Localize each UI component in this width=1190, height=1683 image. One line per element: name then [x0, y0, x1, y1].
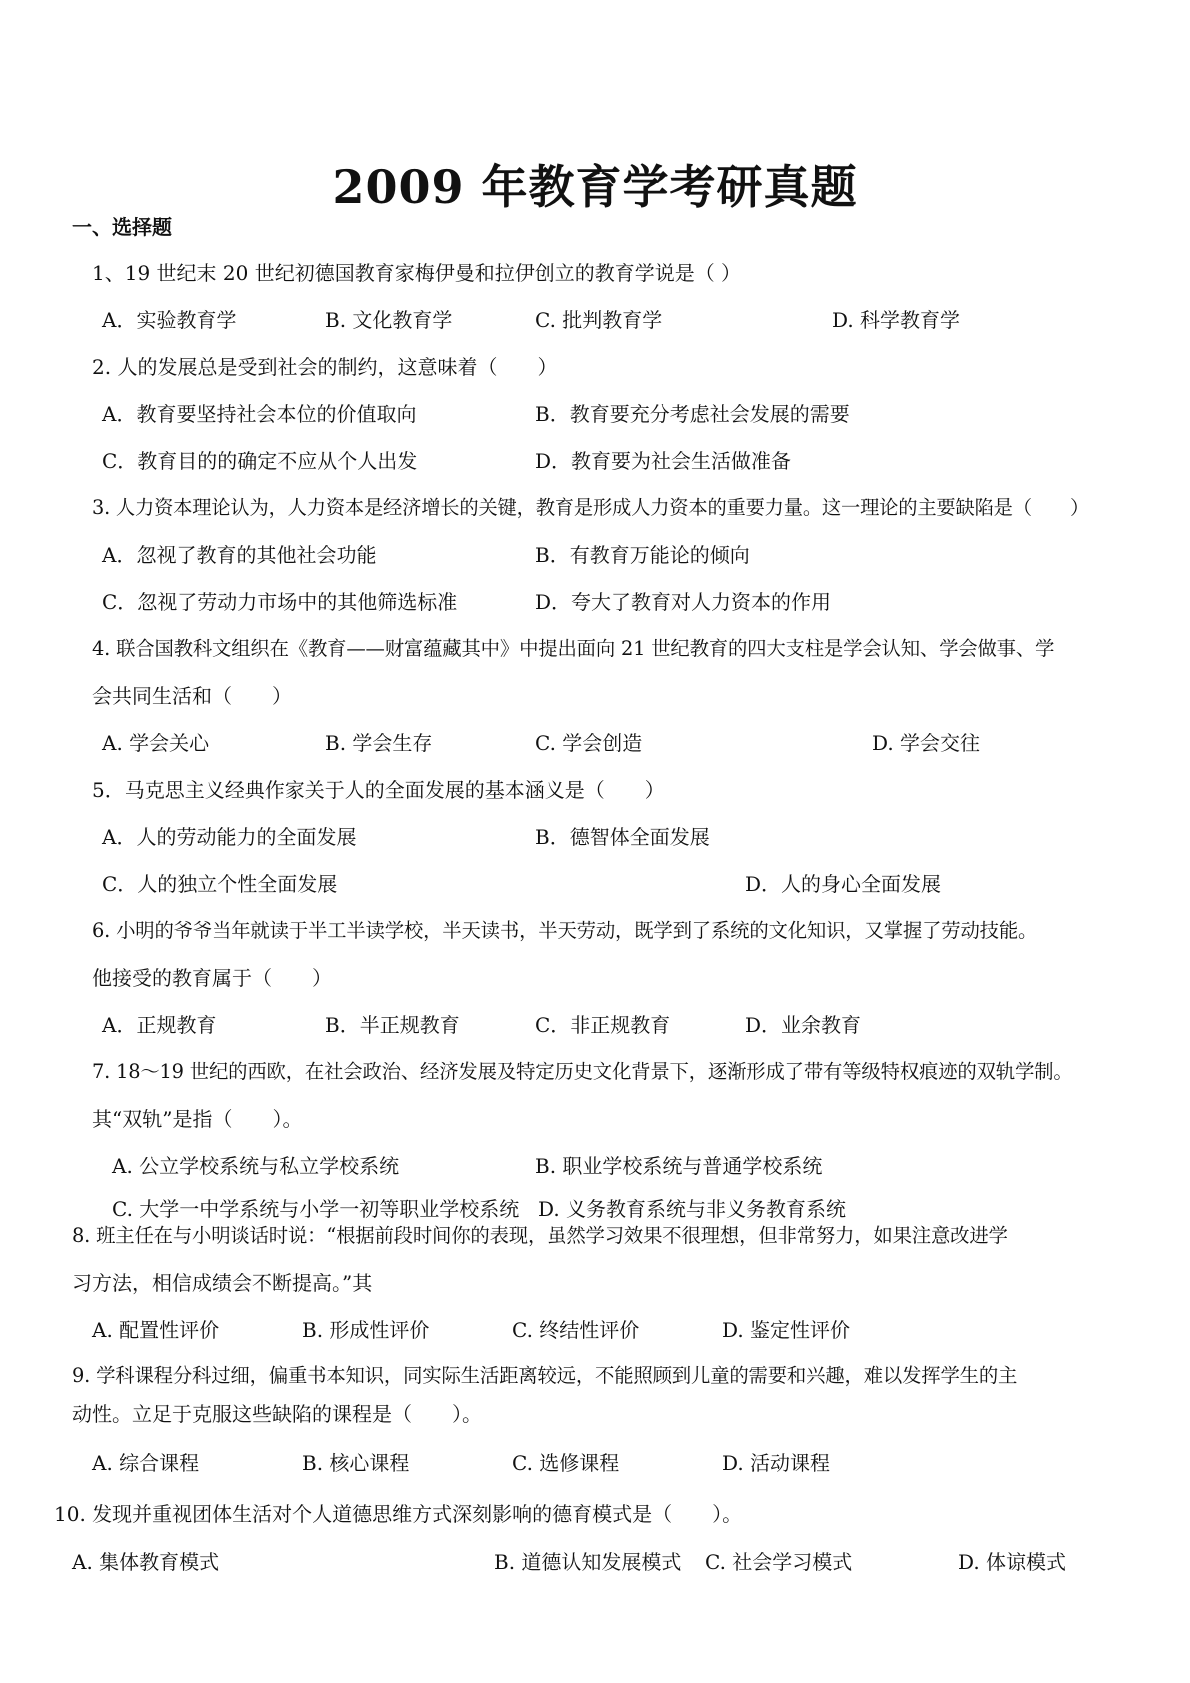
question-9-option-d: D. 活动课程 — [722, 1451, 831, 1475]
question-6-option-d: D．业余教育 — [745, 1013, 862, 1037]
question-10-option-d: D. 体谅模式 — [958, 1550, 1067, 1574]
question-7-option-b: B. 职业学校系统与普通学校系统 — [535, 1154, 823, 1178]
question-4-text-line-1: 4. 联合国教科文组织在《教育——财富蕴藏其中》中提出面向 21 世纪教育的四大支柱是学会认知、学会做事、学 — [92, 637, 1055, 660]
question-2-text: 2. 人的发展总是受到社会的制约，这意味着（ ） — [92, 355, 558, 379]
question-3-option-b: B．有教育万能论的倾向 — [535, 543, 750, 567]
section-heading: 一、选择题 — [72, 215, 172, 239]
question-7-text-line-2: 其“双轨”是指（ ）。 — [92, 1107, 303, 1131]
question-4-option-d: D. 学会交往 — [872, 731, 981, 755]
question-6-text-line-1: 6. 小明的爷爷当年就读于半工半读学校，半天读书，半天劳动，既学到了系统的文化知识，又掌握了劳动技能。 — [92, 919, 1038, 942]
question-5-option-b: B．德智体全面发展 — [535, 825, 710, 849]
question-2-option-a: A．教育要坚持社会本位的价值取向 — [102, 402, 417, 426]
question-4-option-c: C. 学会创造 — [535, 731, 643, 755]
question-2-option-c: C．教育目的的确定不应从个人出发 — [102, 449, 418, 473]
question-9-text-line-2: 动性。立足于克服这些缺陷的课程是（ ）。 — [72, 1402, 482, 1426]
question-3-option-d: D．夸大了教育对人力资本的作用 — [535, 590, 832, 614]
question-8-text-line-1: 8. 班主任在与小明谈话时说：“根据前段时间你的表现，虽然学习效果不很理想，但非常努力，如果注意改进学 — [72, 1224, 1008, 1247]
question-3-option-a: A．忽视了教育的其他社会功能 — [102, 543, 377, 567]
question-3-option-c: C．忽视了劳动力市场中的其他筛选标准 — [102, 590, 458, 614]
question-2-option-b: B．教育要充分考虑社会发展的需要 — [535, 402, 850, 426]
question-5-option-a: A．人的劳动能力的全面发展 — [102, 825, 357, 849]
question-7-option-d: D. 义务教育系统与非义务教育系统 — [538, 1197, 847, 1221]
question-8-option-d: D. 鉴定性评价 — [722, 1318, 851, 1342]
question-8-text-line-2: 习方法，相信成绩会不断提高。”其 — [72, 1271, 373, 1295]
question-5-option-c: C．人的独立个性全面发展 — [102, 872, 338, 896]
question-10-option-c: C. 社会学习模式 — [705, 1550, 853, 1574]
question-8-option-c: C. 终结性评价 — [512, 1318, 640, 1342]
question-9-option-c: C. 选修课程 — [512, 1451, 620, 1475]
question-6-option-a: A．正规教育 — [102, 1013, 217, 1037]
question-4-text-line-2: 会共同生活和（ ） — [92, 684, 292, 708]
question-8-option-b: B. 形成性评价 — [302, 1318, 430, 1342]
question-7-option-c: C. 大学一中学系统与小学一初等职业学校系统 — [112, 1197, 520, 1221]
question-8-option-a: A. 配置性评价 — [92, 1318, 220, 1342]
question-1-option-b: B. 文化教育学 — [325, 308, 453, 332]
page-title: 2009 年教育学考研真题 — [332, 160, 858, 214]
question-10-option-b: B. 道德认知发展模式 — [494, 1550, 682, 1574]
question-3-text: 3. 人力资本理论认为，人力资本是经济增长的关键，教育是形成人力资本的重要力量。这一理论的主要缺陷是（ ） — [92, 496, 1090, 519]
question-4-option-b: B. 学会生存 — [325, 731, 433, 755]
question-5-text: 5．马克思主义经典作家关于人的全面发展的基本涵义是（ ） — [92, 778, 665, 802]
question-9-option-b: B. 核心课程 — [302, 1451, 410, 1475]
question-6-option-b: B．半正规教育 — [325, 1013, 460, 1037]
question-10-text: 10. 发现并重视团体生活对个人道德思维方式深刻影响的德育模式是（ ）。 — [54, 1502, 743, 1526]
question-6-text-line-2: 他接受的教育属于（ ） — [92, 966, 332, 990]
question-2-option-d: D．教育要为社会生活做准备 — [535, 449, 792, 473]
question-10-option-a: A. 集体教育模式 — [72, 1550, 220, 1574]
question-9-option-a: A. 综合课程 — [92, 1451, 200, 1475]
question-4-option-a: A. 学会关心 — [102, 731, 210, 755]
question-1-option-d: D. 科学教育学 — [832, 308, 961, 332]
question-6-option-c: C．非正规教育 — [535, 1013, 671, 1037]
question-9-text-line-1: 9. 学科课程分科过细，偏重书本知识，同实际生活距离较远，不能照顾到儿童的需要和兴趣，难以发挥学生的主 — [72, 1364, 1018, 1387]
question-7-text-line-1: 7. 18～19 世纪的西欧，在社会政治、经济发展及特定历史文化背景下，逐渐形成了带有等级特权痕迹的双轨学制。 — [92, 1060, 1073, 1083]
question-7-option-a: A. 公立学校系统与私立学校系统 — [112, 1154, 400, 1178]
question-5-option-d: D．人的身心全面发展 — [745, 872, 942, 896]
question-1-option-c: C. 批判教育学 — [535, 308, 663, 332]
question-1-option-a: A．实验教育学 — [102, 308, 237, 332]
question-1-text: 1、19 世纪末 20 世纪初德国教育家梅伊曼和拉伊创立的教育学说是（ ） — [92, 261, 742, 285]
